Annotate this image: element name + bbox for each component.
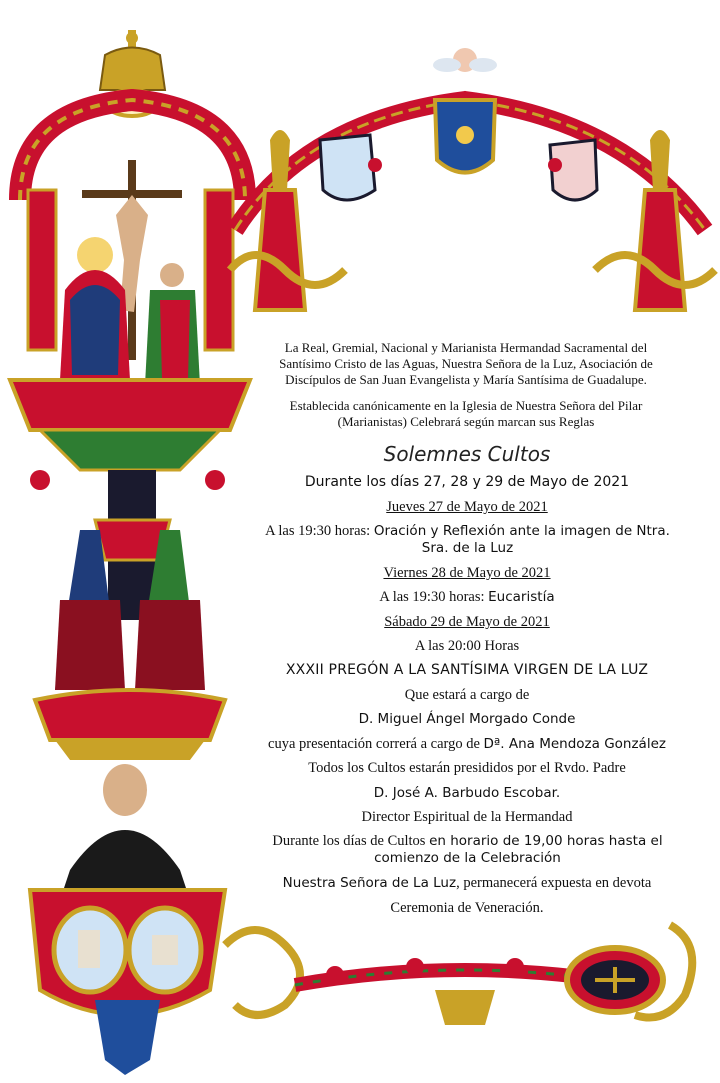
presided-label: Todos los Cultos estarán presididos por el Rvdo. Padre bbox=[308, 760, 626, 776]
church-medallion-icon bbox=[30, 890, 225, 1075]
presided-role: Director Espiritual de la Hermandad bbox=[361, 809, 573, 825]
cult-dates: Durante los días 27, 28 y 29 de Mayo de 2021 bbox=[304, 474, 630, 490]
presenter-name: Dª. Ana Mendoza González bbox=[483, 736, 666, 752]
exposition-suffix: , permanecerá expuesta en devota bbox=[456, 875, 652, 891]
thursday-event bbox=[265, 523, 670, 557]
pregon-speaker: D. Miguel Ángel Morgado Conde bbox=[358, 711, 576, 727]
saturday-time: A las 20:00 Horas bbox=[414, 638, 520, 654]
priest-portrait-icon bbox=[60, 764, 190, 900]
presentation-label: cuya presentación correrá a cargo de bbox=[268, 736, 484, 752]
exposition-image-line bbox=[258, 875, 676, 892]
monogram-icon bbox=[567, 948, 663, 1012]
virgin-image-icon bbox=[60, 237, 130, 380]
exposition-schedule bbox=[270, 833, 665, 867]
exposition-closing: Ceremonia de Veneración. bbox=[390, 900, 544, 916]
friday-heading: Viernes 28 de Mayo de 2021 bbox=[383, 565, 551, 581]
friday-event-title: Eucaristía bbox=[488, 589, 555, 605]
cherub-icon bbox=[433, 48, 497, 72]
exposition-image: Nuestra Señora de La Luz bbox=[282, 875, 457, 891]
thursday-heading: Jueves 27 de Mayo de 2021 bbox=[386, 499, 548, 515]
establishment-note: Establecida canónicamente en la Iglesia de Nuestra Señora del Pilar (Marianistas) Celebrará según marcan sus Reglas bbox=[289, 398, 643, 429]
exposition-hours: en horario de 19,00 horas hasta el comienzo de la Celebración bbox=[374, 833, 663, 866]
friday-event bbox=[258, 589, 676, 606]
saturday-heading: Sábado 29 de Mayo de 2021 bbox=[384, 614, 550, 630]
thursday-event-title: Oración y Reflexión ante la imagen de Ntra. Sra. de la Luz bbox=[373, 523, 670, 556]
top-ornament-banner bbox=[225, 40, 720, 340]
saint-john-image-icon bbox=[145, 263, 200, 385]
page-title: Solemnes Cultos bbox=[383, 442, 551, 466]
bottom-ornament-border bbox=[215, 905, 720, 1045]
brotherhood-name: La Real, Gremial, Nacional y Marianista Hermandad Sacramental del Santísimo Cristo de las Aguas, Nuestra Señora de la Luz, Asociación de Discípulos de San Juan Evangelista y María Santísima de Guadalupe. bbox=[279, 340, 653, 387]
presentation-line bbox=[258, 736, 676, 753]
thursday-time: A las 19:30 horas: bbox=[265, 523, 374, 539]
friday-time: A las 19:30 horas: bbox=[379, 589, 489, 605]
pregon-title: XXXII PREGÓN A LA SANTÍSIMA VIRGEN DE LA LUZ bbox=[285, 662, 649, 678]
exposition-prefix: Durante los días de Cultos bbox=[272, 833, 430, 849]
pregon-by-label: Que estará a cargo de bbox=[404, 687, 530, 703]
presided-name: D. José A. Barbudo Escobar. bbox=[373, 785, 561, 801]
